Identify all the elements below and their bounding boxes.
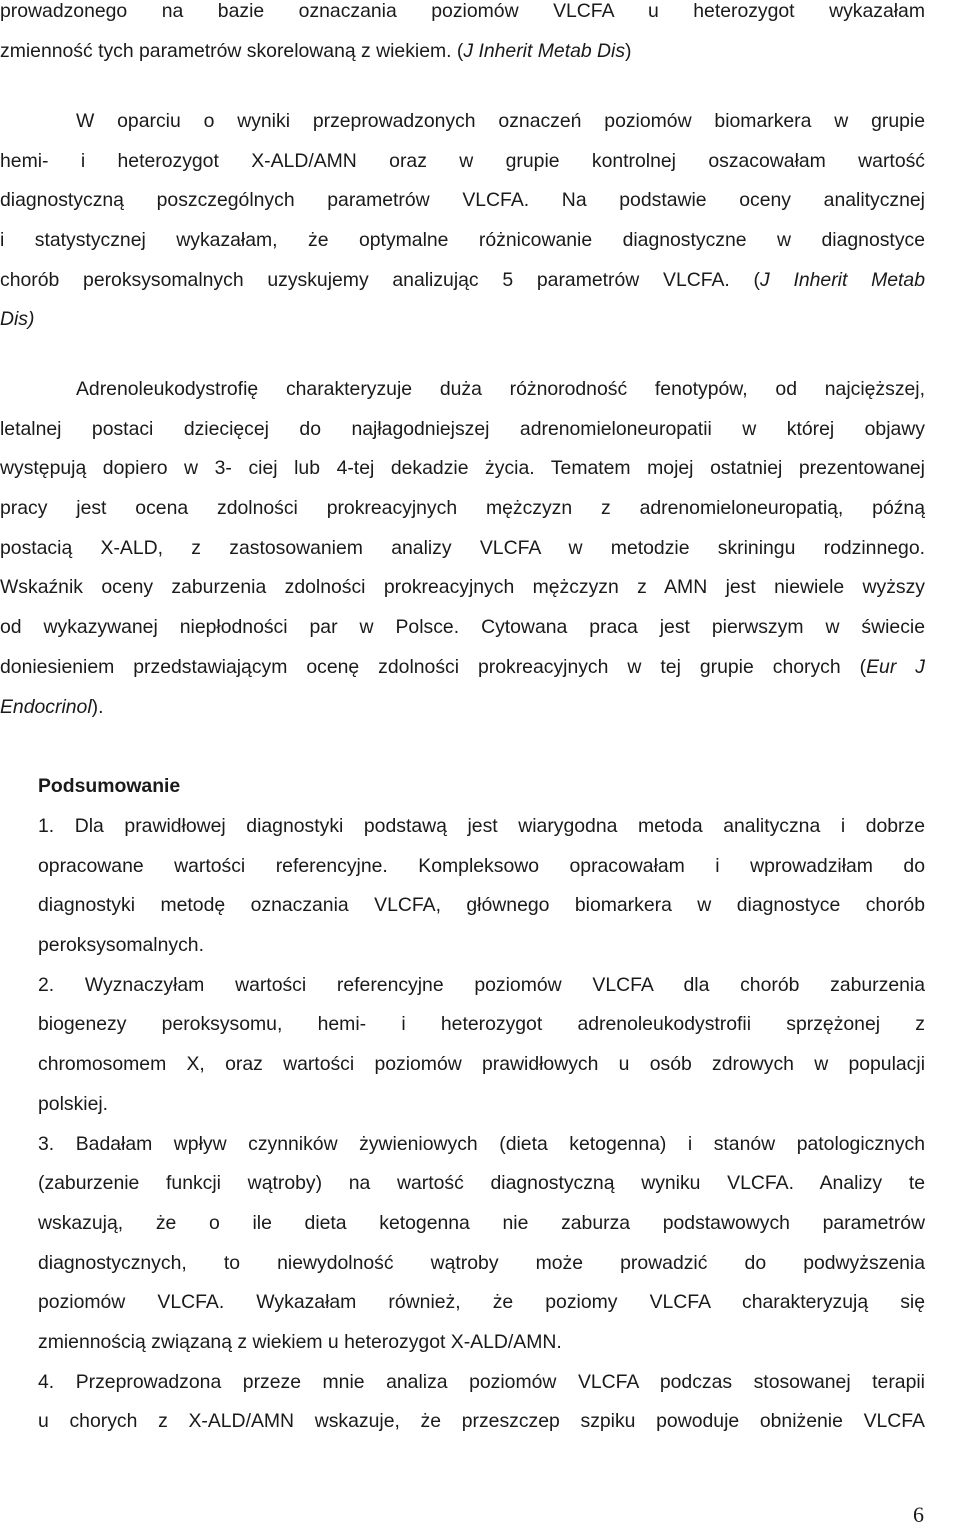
paragraph-3 [0, 378, 925, 735]
section-heading: Podsumowanie [38, 775, 181, 797]
summary-list [38, 815, 925, 1450]
summary-line: zmiennością związaną z wiekiem u heterozygot X-ALD/AMN. [38, 1330, 562, 1353]
summary-line: poziomów VLCFA. Wykazałam również, że poziomy VLCFA charakteryzują się [38, 1291, 925, 1314]
text-line: pracy jest ocena zdolności prokreacyjnych mężczyzn z adrenomieloneuropatią, późną [0, 497, 925, 520]
text-line: Dis) [0, 308, 35, 331]
text-line: i statystycznej wykazałam, że optymalne różnicowanie diagnostyczne w diagnostyce [0, 229, 925, 252]
text-line: chorób peroksysomalnych uzyskujemy analizując 5 parametrów VLCFA. (J Inherit Metab [0, 268, 925, 291]
summary-line: 1. Dla prawidłowej diagnostyki podstawą jest wiarygodna metoda analityczna i dobrze [38, 815, 925, 837]
paragraph-2 [0, 110, 925, 348]
summary-line: diagnostyki metodę oznaczania VLCFA, głównego biomarkera w diagnostyce chorób [38, 894, 925, 917]
text-line: postacią X-ALD, z zastosowaniem analizy VLCFA w metodzie skriningu rodzinnego. [0, 536, 925, 559]
text-line: prowadzonego na bazie oznaczania poziomów VLCFA u heterozygot wykazałam [0, 0, 925, 22]
summary-line: peroksysomalnych. [38, 934, 204, 957]
text-line: letalnej postaci dziecięcej do najłagodniejszej adrenomieloneuropatii w której objawy [0, 417, 925, 440]
summary-line: 4. Przeprowadzona przeze mnie analiza poziomów VLCFA podczas stosowanej terapii [38, 1370, 925, 1393]
summary-line: chromosomem X, oraz wartości poziomów prawidłowych u osób zdrowych w populacji [38, 1053, 925, 1076]
summary-line: opracowane wartości referencyjne. Kompleksowo opracowałam i wprowadziłam do [38, 854, 925, 877]
page-number: 6 [913, 1502, 924, 1527]
summary-line: 3. Badałam wpływ czynników żywieniowych (dieta ketogenna) i stanów patologicznych [38, 1132, 925, 1155]
text-line: od wykazywanej niepłodności par w Polsce. Cytowana praca jest pierwszym w świecie [0, 616, 925, 639]
text-line: Adrenoleukodystrofię charakteryzuje duża różnorodność fenotypów, od najcięższej, [76, 378, 925, 400]
text-line: diagnostyczną poszczególnych parametrów VLCFA. Na podstawie oceny analitycznej [0, 189, 925, 212]
summary-line: (zaburzenie funkcji wątroby) na wartość diagnostyczną wyniku VLCFA. Analizy te [38, 1172, 925, 1195]
text-line: W oparciu o wyniki przeprowadzonych oznaczeń poziomów biomarkera w grupie [76, 110, 925, 132]
text-line: Wskaźnik oceny zaburzenia zdolności prokreacyjnych mężczyzn z AMN jest niewiele wyższy [0, 576, 925, 599]
summary-line: polskiej. [38, 1092, 109, 1115]
text-line: występują dopiero w 3- ciej lub 4-tej dekadzie życia. Tematem mojej ostatniej prezentowanej [0, 457, 925, 480]
summary-line: wskazują, że o ile dieta ketogenna nie zaburza podstawowych parametrów [38, 1211, 925, 1234]
paragraph-1 [0, 0, 925, 79]
summary-line: 2. Wyznaczyłam wartości referencyjne poziomów VLCFA dla chorób zaburzenia [38, 973, 925, 996]
text-line: hemi- i heterozygot X-ALD/AMN oraz w grupie kontrolnej oszacowałam wartość [0, 149, 925, 172]
text-line: zmienność tych parametrów skorelowaną z wiekiem. (J Inherit Metab Dis) [0, 39, 632, 62]
summary-line: diagnostycznych, to niewydolność wątroby może prowadzić do podwyższenia [38, 1251, 925, 1274]
summary-line: u chorych z X-ALD/AMN wskazuje, że przeszczep szpiku powoduje obniżenie VLCFA [38, 1410, 925, 1433]
text-line: Endocrinol). [0, 695, 104, 718]
summary-line: biogenezy peroksysomu, hemi- i heterozygot adrenoleukodystrofii sprzężonej z [38, 1013, 925, 1036]
text-line: doniesieniem przedstawiającym ocenę zdolności prokreacyjnych w tej grupie chorych (Eur J [0, 655, 925, 678]
